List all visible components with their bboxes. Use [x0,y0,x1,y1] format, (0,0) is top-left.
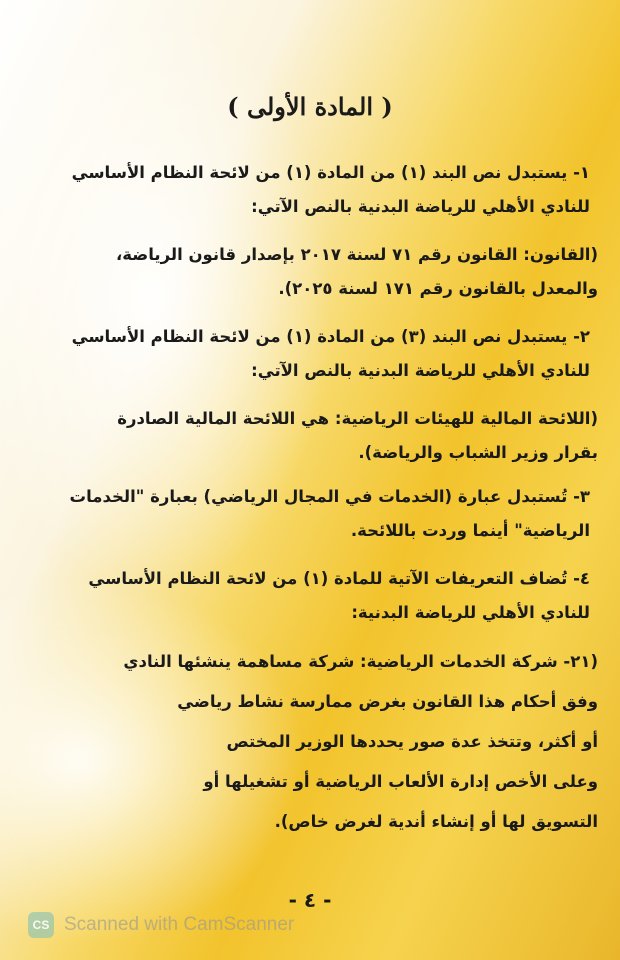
text-line: ٣- تُستبدل عبارة (الخدمات في المجال الرياضي) بعبارة "الخدمات [69,487,590,506]
text-line: للنادي الأهلي للرياضة البدنية بالنص الآتي: [251,197,590,216]
text-line: ١- يستبدل نص البند (١) من المادة (١) من لائحة النظام الأساسي [71,163,590,182]
watermark-text: Scanned with CamScanner [64,914,295,935]
text-line: ٢- يستبدل نص البند (٣) من المادة (١) من لائحة النظام الأساسي [71,327,590,346]
text-line: الرياضية" أينما وردت باللائحة. [350,521,590,540]
clause-4 [15,562,590,630]
scanner-watermark [28,910,294,940]
text-line: والمعدل بالقانون رقم ١٧١ لسنة ٢٠٢٥). [278,279,598,298]
definition-21 [23,642,598,842]
clause-2-text [23,402,598,470]
clause-1 [15,156,590,224]
text-line: (القانون: القانون رقم ٧١ لسنة ٢٠١٧ بإصدار قانون الرياضة، [116,245,598,264]
text-line: وفق أحكام هذا القانون بغرض ممارسة نشاط رياضي [177,692,598,711]
text-line: أو أكثر، وتتخذ عدة صور يحددها الوزير المختص [226,732,598,751]
text-line: وعلى الأخص إدارة الألعاب الرياضية أو تشغيلها أو [203,772,598,791]
text-line: التسويق لها أو إنشاء أندية لغرض خاص). [274,812,598,831]
clause-1-text [23,238,598,306]
text-line: (اللائحة المالية للهيئات الرياضية: هي اللائحة المالية الصادرة [117,409,598,428]
page-number: - ٤ - [288,888,332,912]
camscanner-logo-icon: CS [28,912,54,938]
text-line: بقرار وزير الشباب والرياضة). [358,443,598,462]
text-line: للنادي الأهلي للرياضة البدنية: [351,603,590,622]
text-line: (٢١- شركة الخدمات الرياضية: شركة مساهمة ينشئها النادي [123,652,598,671]
article-title: ( المادة الأولى ) [227,92,393,121]
clause-3 [15,480,590,548]
clause-2 [15,320,590,388]
text-line: للنادي الأهلي للرياضة البدنية بالنص الآتي: [251,361,590,380]
text-line: ٤- تُضاف التعريفات الآتية للمادة (١) من لائحة النظام الأساسي [88,569,590,588]
